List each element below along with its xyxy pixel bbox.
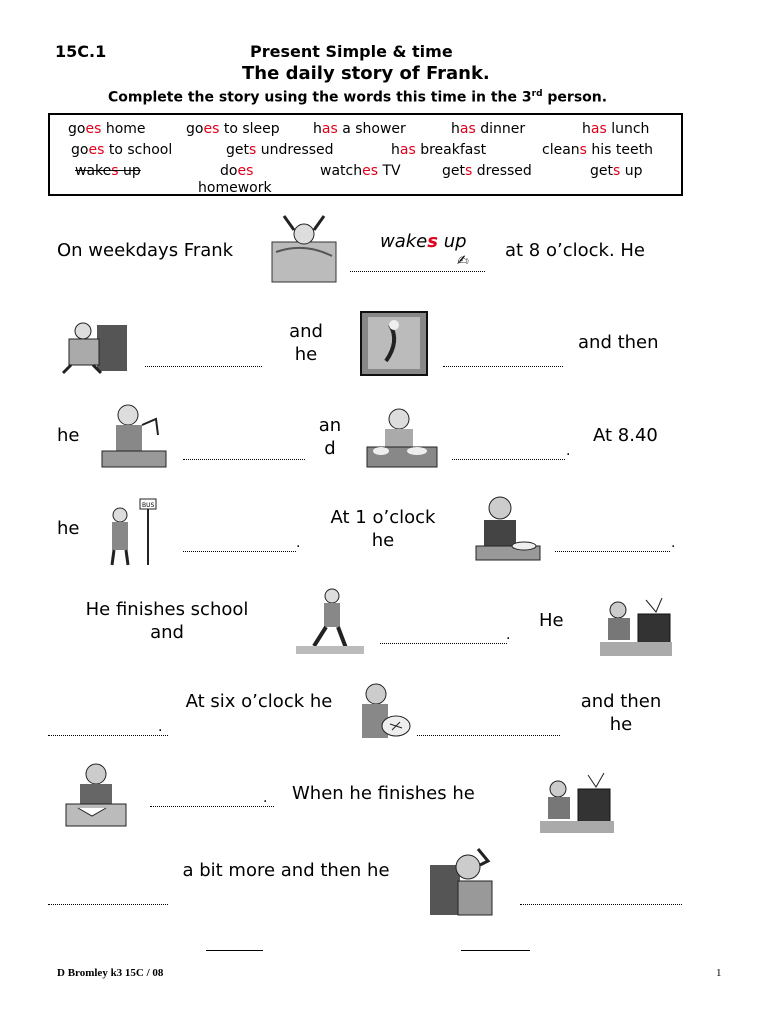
go-to-school-picture <box>100 495 168 567</box>
story-text: At 1 o’clock he <box>330 507 436 551</box>
wake-up-picture <box>270 212 338 284</box>
watch-tv-picture <box>540 767 614 835</box>
answer-blank[interactable] <box>452 459 565 460</box>
word-item-used: wakes up <box>75 163 141 179</box>
word-item: goes home <box>68 121 146 137</box>
pencil-icon: ✍ <box>457 253 469 269</box>
svg-text:BUS: BUS <box>142 502 155 509</box>
word-item: gets dressed <box>442 163 532 179</box>
worksheet-subtitle: Present Simple & time <box>250 42 453 61</box>
shower-picture <box>360 311 428 376</box>
get-dressed-picture <box>57 317 129 375</box>
period: . <box>296 535 301 551</box>
brush-teeth-picture <box>98 401 170 469</box>
story-text: he <box>57 518 80 539</box>
watch-tv-picture <box>600 590 672 658</box>
story-text: and then he <box>580 691 662 735</box>
word-item: has a shower <box>313 121 406 137</box>
word-item: does <box>220 163 254 179</box>
period: . <box>566 443 571 459</box>
go-to-sleep-picture <box>428 845 496 917</box>
example-answer: wakes up <box>380 231 467 252</box>
answer-blank[interactable] <box>350 271 485 272</box>
answer-blank[interactable] <box>555 551 670 552</box>
period: . <box>671 535 676 551</box>
period: . <box>263 790 268 806</box>
story-text: When he finishes he <box>292 783 475 804</box>
answer-blank[interactable] <box>443 366 563 367</box>
answer-blank[interactable] <box>206 950 263 951</box>
word-item: homework <box>198 180 272 196</box>
story-text: and then <box>578 332 659 353</box>
answer-blank[interactable] <box>417 735 560 736</box>
exercise-number: 15C.1 <box>55 42 107 61</box>
answer-blank[interactable] <box>183 459 305 460</box>
page-number: 1 <box>716 967 722 979</box>
story-text: At 8.40 <box>593 425 658 446</box>
answer-blank[interactable] <box>380 643 507 644</box>
story-text: At six o’clock he <box>185 691 333 712</box>
word-item: goes to sleep <box>186 121 280 137</box>
word-box <box>48 113 683 196</box>
homework-picture <box>62 760 134 828</box>
word-item: has lunch <box>582 121 650 137</box>
answer-blank[interactable] <box>183 551 296 552</box>
story-text: and he <box>289 321 323 365</box>
story-text: On weekdays Frank <box>57 240 234 261</box>
instruction-text: Complete the story using the words this time in the 3rd person. <box>108 89 608 106</box>
word-item: gets up <box>590 163 643 179</box>
word-item: has breakfast <box>391 142 487 158</box>
answer-blank[interactable] <box>150 806 274 807</box>
period: . <box>158 719 163 735</box>
story-text: an d <box>318 415 342 459</box>
period: . <box>506 627 511 643</box>
word-item: goes to school <box>71 142 173 158</box>
breakfast-picture <box>365 403 439 469</box>
story-text: a bit more and then he <box>182 860 390 881</box>
answer-blank[interactable] <box>48 904 168 905</box>
go-home-picture <box>296 586 364 656</box>
answer-blank[interactable] <box>520 904 682 905</box>
story-text: He <box>539 610 564 631</box>
word-item: cleans his teeth <box>542 142 653 158</box>
dinner-picture <box>354 680 412 746</box>
answer-blank[interactable] <box>461 950 530 951</box>
story-text: at 8 o’clock. He <box>505 240 646 261</box>
story-text: he <box>57 425 80 446</box>
lunch-picture <box>470 492 544 564</box>
word-item: watches TV <box>320 163 401 179</box>
word-item: gets undressed <box>226 142 334 158</box>
worksheet-title: The daily story of Frank. <box>242 63 490 84</box>
answer-blank[interactable] <box>145 366 262 367</box>
word-item: has dinner <box>451 121 526 137</box>
answer-blank[interactable] <box>48 735 168 736</box>
footer-credit: D Bromley k3 15C / 08 <box>57 967 164 979</box>
story-text: He finishes school and <box>85 599 249 643</box>
